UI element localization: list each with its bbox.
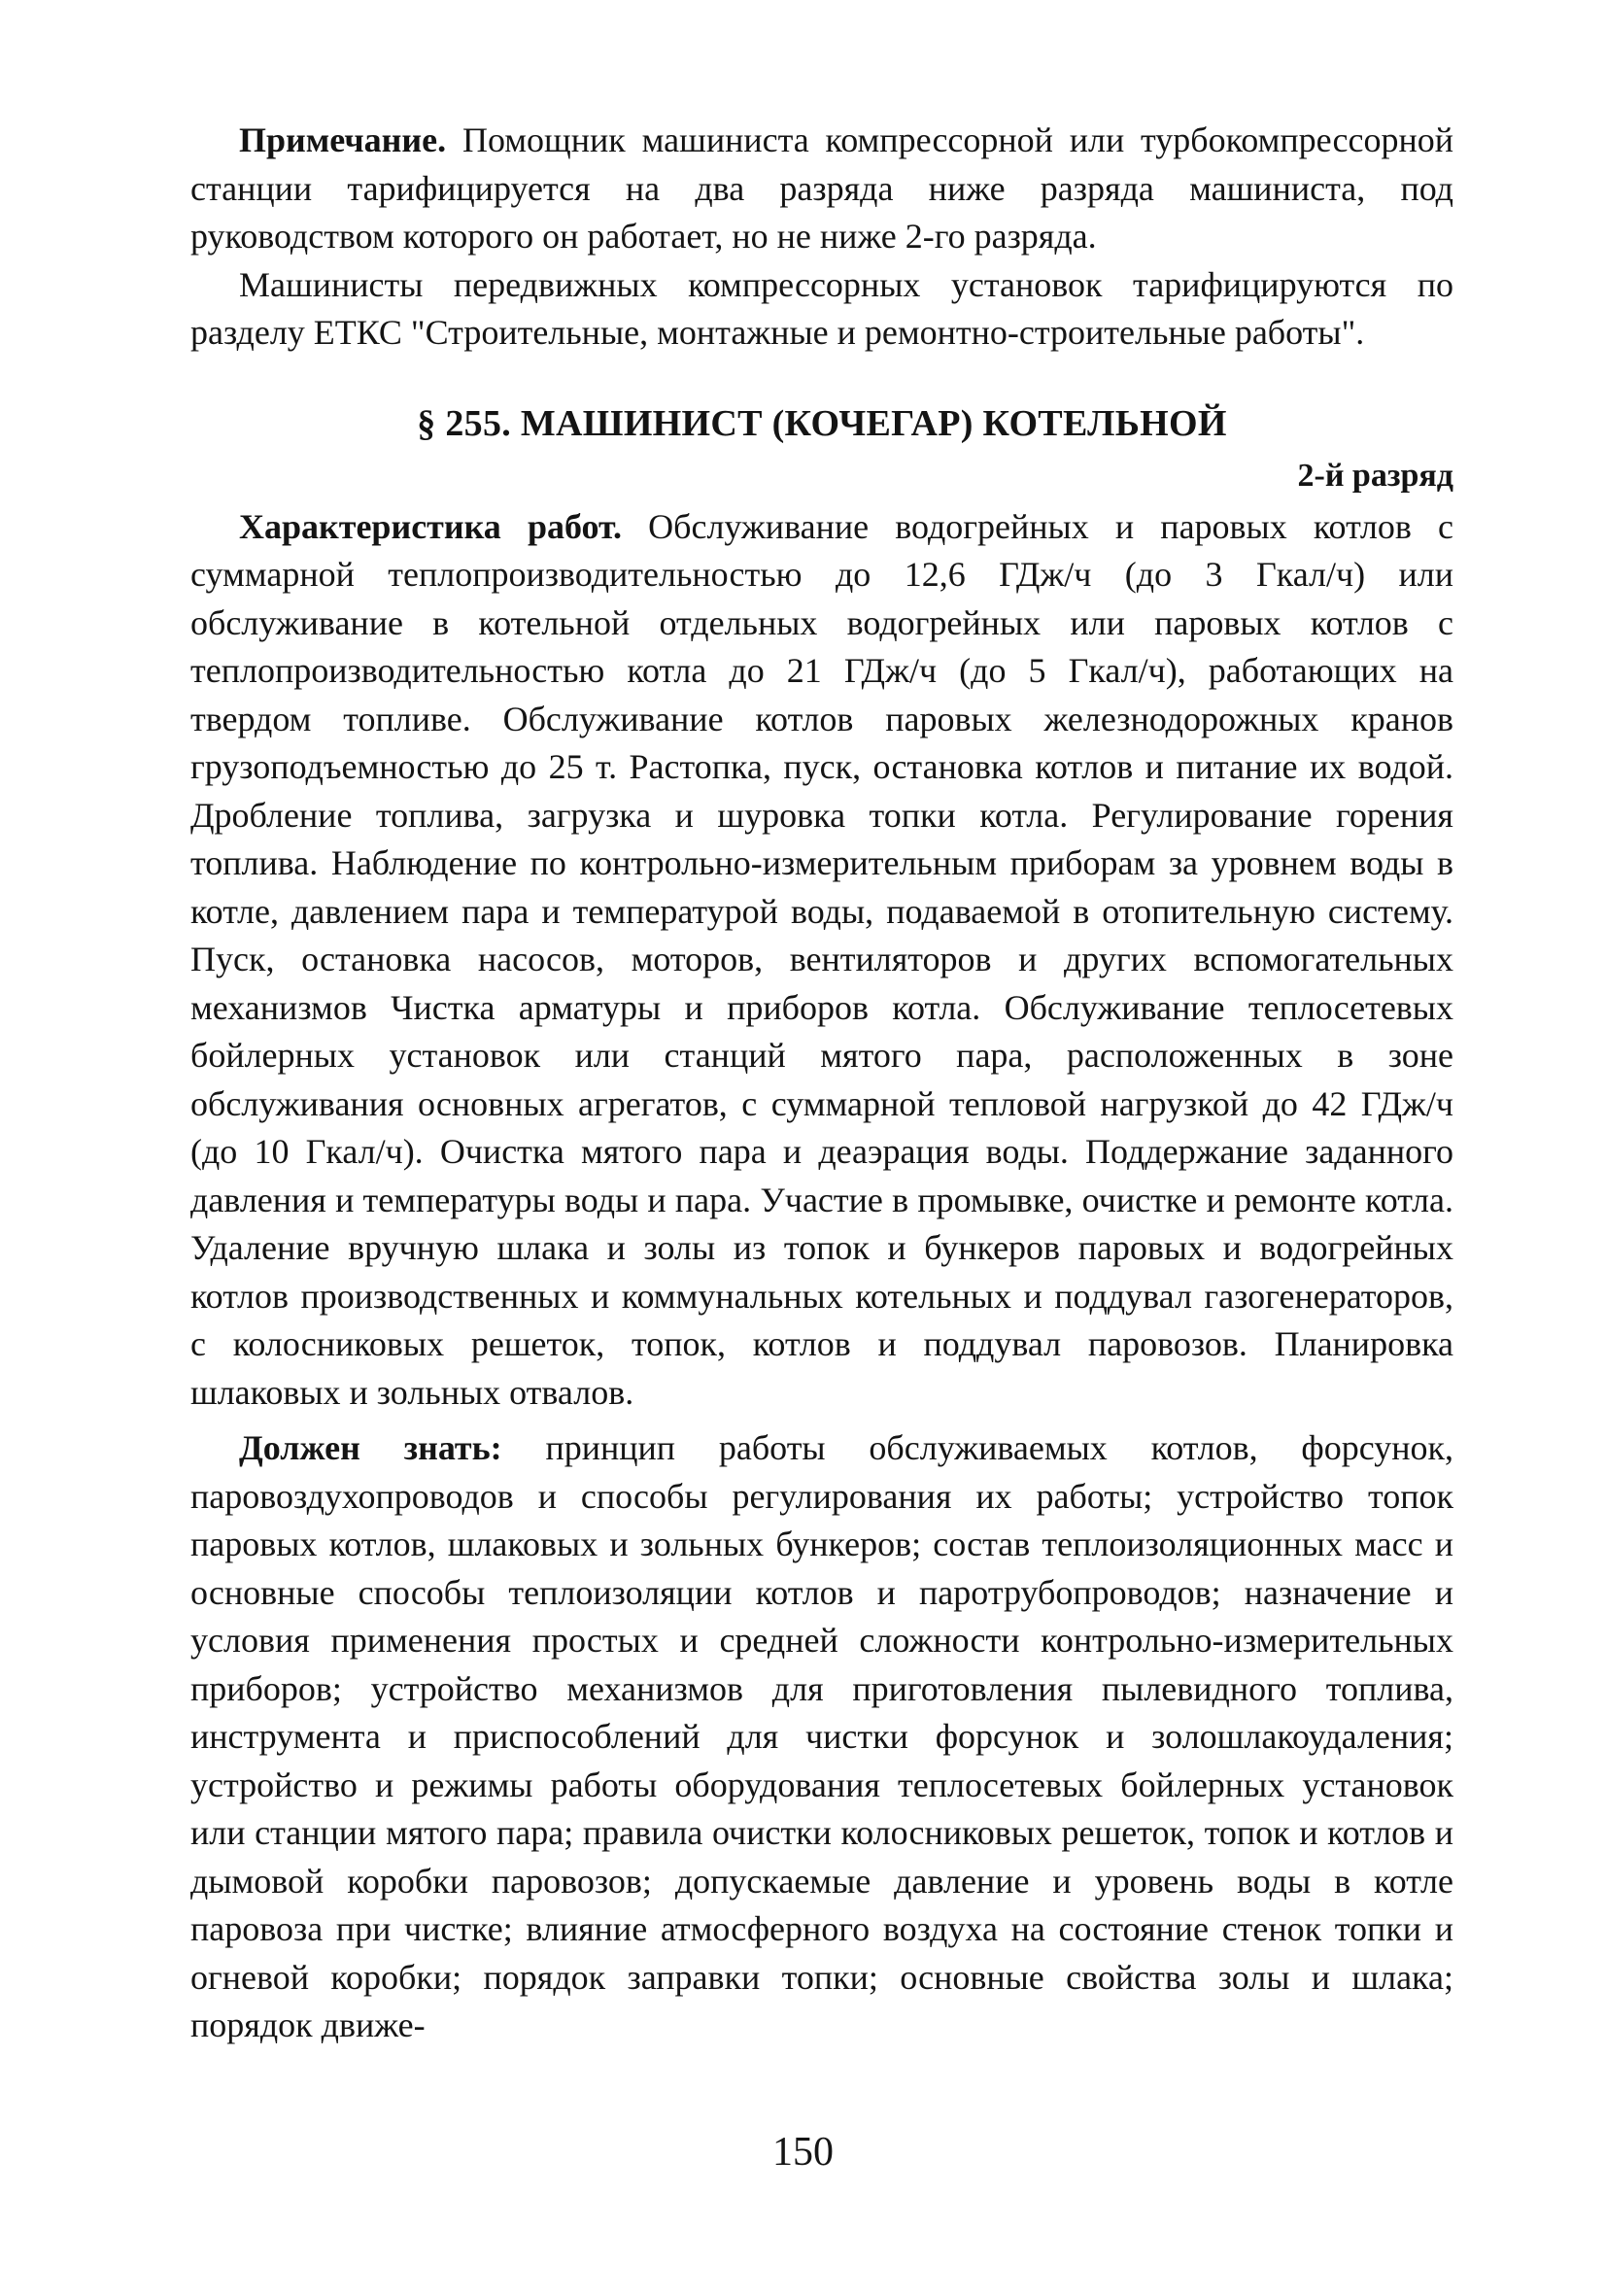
text-column bbox=[190, 117, 1453, 2050]
page-number: 150 bbox=[772, 2130, 834, 2175]
grade-label: 2-й разряд bbox=[1297, 457, 1453, 494]
must-know-paragraph bbox=[190, 1424, 1453, 2050]
characteristics-label: Характеристика работ. bbox=[239, 506, 622, 546]
note-label: Примечание. bbox=[239, 120, 447, 159]
note-paragraph-2: Машинисты передвижных компрессорных установок тарифицируются по разделу ЕТКС "Строительные, монтажные и ремонтно-строительные работы". bbox=[190, 264, 1453, 352]
characteristics-text: Обслуживание водогрейных и паровых котлов с суммарной теплопроизводительностью до 12,6 ГДж/ч (до 3 Гкал/ч) или обслуживание в котельной отдельных водогрейных или паровых котлов с теплопроизводительностью котла до 21 ГДж/ч (до 5 Гкал/ч), работающих на твердом топливе. Обслуживание котлов паровых железнодорожных кранов грузоподъемностью до 25 т. Растопка, пуск, остановка котлов и питание их водой. Дробление топлива, загрузка и шуровка топки котла. Регулирование горения топлива. Наблюдение по контрольно-измерительным приборам за уровнем воды в котле, давлением пара и температурой воды, подаваемой в отопительную систему. Пуск, остановка насосов, моторов, вентиляторов и других вспомогательных механизмов Чистка арматуры и приборов котла. Обслуживание теплосетевых бойлерных установок или станций мятого пара, расположенных в зоне обслуживания основных агрегатов, с суммарной тепловой нагрузкой до 42 ГДж/ч (до 10 Гкал/ч). Очистка мятого пара и деаэрация воды. Поддержание заданного давления и температуры воды и пара. Участие в промывке, очистке и ремонте котла. Удаление вручную шлака и золы из топок и бункеров паровых и водогрейных котлов производственных и коммунальных котельных и поддувал газогенераторов, с колосниковых решеток, топок, котлов и поддувал паровозов. Планировка шлаковых и зольных отвалов. bbox=[190, 506, 1453, 1412]
section-title: § 255. МАШИНИСТ (КОЧЕГАР) КОТЕЛЬНОЙ bbox=[417, 402, 1227, 444]
note-paragraph bbox=[190, 117, 1453, 261]
note-text: Помощник машиниста компрессорной или турбокомпрессорной станции тарифицируется на два разряда ниже разряда машиниста, под руководством которого он работает, но не ниже 2-го разряда. bbox=[190, 120, 1453, 256]
must-know-text: принцип работы обслуживаемых котлов, форсунок, паровоздухопроводов и способы регулирования их работы; устройство топок паровых котлов, шлаковых и зольных бункеров; состав теплоизоляционных масс и основные способы теплоизоляции котлов и паротрубопроводов; назначение и условия применения простых и средней сложности контрольно-измерительных приборов; устройство механизмов для приготовления пылевидного топлива, инструмента и приспособлений для чистки форсунок и золошлакоудаления; устройство и режимы работы оборудования теплосетевых бойлерных установок или станции мятого пара; правила очистки колосниковых решеток, топок и котлов и дымовой коробки паровозов; допускаемые давление и уровень воды в котле паровоза при чистке; влияние атмосферного воздуха на состояние стенок топки и огневой коробки; порядок заправки топки; основные свойства золы и шлака; порядок движе- bbox=[190, 1428, 1454, 2044]
characteristics-paragraph bbox=[190, 503, 1453, 1418]
must-know-label: Должен знать: bbox=[239, 1428, 502, 1467]
